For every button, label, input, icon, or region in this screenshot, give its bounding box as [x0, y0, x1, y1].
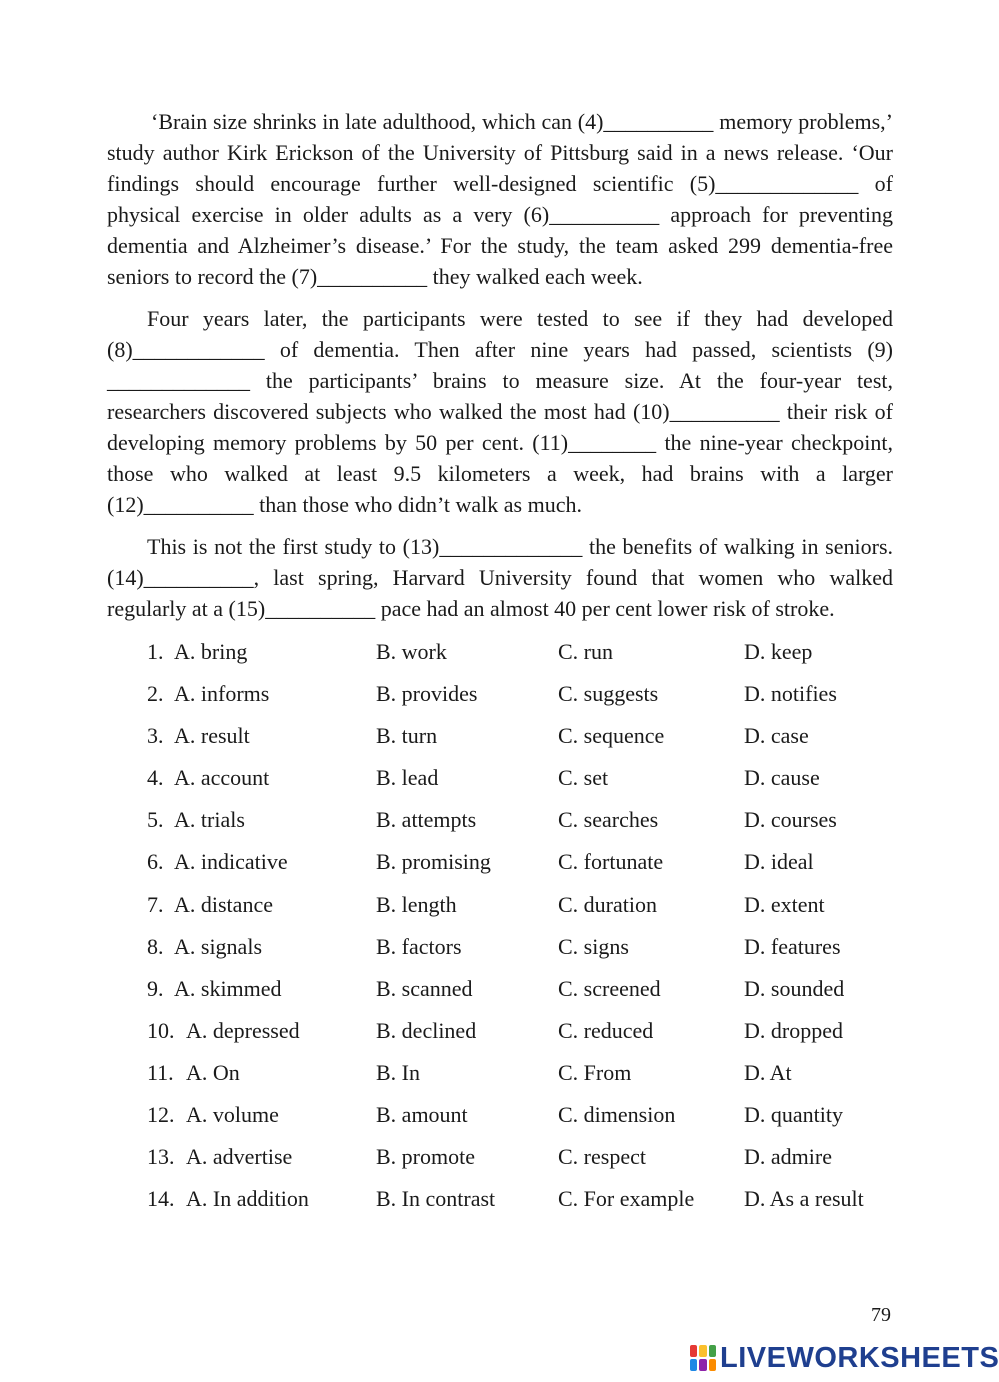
option-b: B. work: [376, 639, 447, 664]
option-d: D. ideal: [744, 849, 814, 875]
liveworksheets-logo: [690, 1341, 999, 1375]
option-a: A. advertise: [186, 1144, 293, 1170]
question-number: 13.: [147, 1144, 175, 1170]
passage: [107, 106, 893, 624]
option-d: D. extent: [744, 891, 825, 917]
option-c: C. For example: [558, 1186, 695, 1212]
option-b: B. promote: [376, 1144, 475, 1170]
option-b: B. declined: [376, 1017, 477, 1043]
option-d: D. admire: [744, 1144, 832, 1170]
question-number: 1.: [147, 639, 164, 664]
option-a: A. account: [174, 765, 270, 791]
option-d: D. quantity: [744, 1102, 843, 1128]
option-a: A. In addition: [186, 1186, 309, 1212]
question-row: [107, 889, 893, 931]
question-list: [107, 636, 893, 1225]
worksheet-page: [107, 106, 893, 1225]
option-d: D. dropped: [744, 1017, 843, 1043]
logo-text: LIVEWORKSHEETS: [720, 1341, 999, 1374]
question-row: [107, 1141, 893, 1183]
page-number: 79: [871, 1304, 891, 1326]
option-b: B. lead: [376, 765, 439, 791]
question-number: 10.: [147, 1017, 175, 1043]
logo-square: [699, 1345, 706, 1357]
option-c: C. respect: [558, 1144, 646, 1170]
question-number: 4.: [147, 765, 164, 791]
liveworksheets-logo-icon: [690, 1345, 716, 1371]
option-d: D. As a result: [744, 1186, 864, 1212]
question-number: 2.: [147, 681, 164, 707]
option-c: C. signs: [558, 933, 629, 959]
option-a: A. trials: [174, 807, 245, 833]
option-a: A. bring: [174, 639, 248, 664]
option-c: C. run: [558, 639, 613, 664]
question-number: 9.: [147, 975, 164, 1001]
question-number: 11.: [147, 1059, 174, 1085]
question-number: 3.: [147, 723, 164, 749]
logo-square: [709, 1359, 716, 1371]
option-b: B. provides: [376, 681, 478, 707]
option-a: A. signals: [174, 933, 262, 959]
question-row: [107, 1183, 893, 1225]
option-c: C. dimension: [558, 1102, 676, 1128]
option-d: D. keep: [744, 639, 813, 664]
option-c: C. From: [558, 1059, 632, 1085]
option-c: C. screened: [558, 975, 661, 1001]
option-b: B. length: [376, 891, 457, 917]
question-number: 8.: [147, 933, 164, 959]
question-row: [107, 762, 893, 804]
option-d: D. case: [744, 723, 809, 749]
logo-square: [709, 1345, 716, 1357]
option-d: D. cause: [744, 765, 820, 791]
option-a: A. volume: [186, 1102, 279, 1128]
question-row: [107, 973, 893, 1015]
option-b: B. In contrast: [376, 1186, 496, 1212]
option-a: A. result: [174, 723, 250, 749]
logo-square: [690, 1359, 697, 1371]
option-b: B. promising: [376, 849, 491, 875]
option-d: D. notifies: [744, 681, 837, 707]
option-c: C. fortunate: [558, 849, 664, 875]
option-b: B. turn: [376, 723, 438, 749]
question-row: [107, 720, 893, 762]
question-number: 6.: [147, 849, 164, 875]
question-number: 7.: [147, 891, 164, 917]
question-row: [107, 678, 893, 720]
question-row: [107, 804, 893, 846]
question-number: 14.: [147, 1186, 175, 1212]
question-row: [107, 636, 893, 678]
option-c: C. duration: [558, 891, 657, 917]
option-c: C. set: [558, 765, 609, 791]
passage-paragraph-3: This is not the first study to (13)_____________ the benefits of walking in seniors. (14)__________, last spring, Harvard University found that women who walked regularly at a (15)__________ pace had an almost 40 per cent lower risk of stroke.: [107, 534, 893, 621]
option-c: C. reduced: [558, 1017, 654, 1043]
question-row: [107, 931, 893, 973]
option-a: A. informs: [174, 681, 270, 707]
logo-square: [690, 1345, 697, 1357]
option-a: A. On: [186, 1059, 240, 1085]
passage-paragraph-1: ‘Brain size shrinks in late adulthood, which can (4)__________ memory problems,’ study author Kirk Erickson of the University of Pittsburg said in a news release. ‘Our findings should encourage further well-designed scientific (5)_____________ of physical exercise in older adults as a very (6)__________ approach for preventing dementia and Alzheimer’s disease.’ For the study, the team asked 299 dementia-free seniors to record the (7)__________ they walked each week.: [107, 109, 893, 289]
option-d: D. courses: [744, 807, 837, 833]
option-d: D. features: [744, 933, 841, 959]
option-d: D. sounded: [744, 975, 845, 1001]
passage-paragraph-2: Four years later, the participants were tested to see if they had developed (8)____________ of dementia. Then after nine years had passed, scientists (9) _____________ the participants’ brains to measure size. At the four-year test, researchers discovered subjects who walked the most had (10)__________ their risk of developing memory problems by 50 per cent. (11)________ the nine-year checkpoint, those who walked at least 9.5 kilometers a week, had brains with a larger (12)__________ than those who didn’t walk as much.: [107, 306, 893, 517]
option-b: B. scanned: [376, 975, 473, 1001]
option-c: C. searches: [558, 807, 659, 833]
option-b: B. attempts: [376, 807, 477, 833]
question-row: [107, 846, 893, 888]
option-d: D. At: [744, 1059, 792, 1085]
option-b: B. In: [376, 1059, 420, 1085]
question-row: [107, 1057, 893, 1099]
question-number: 5.: [147, 807, 164, 833]
option-c: C. sequence: [558, 723, 665, 749]
question-row: [107, 1015, 893, 1057]
logo-square: [699, 1359, 706, 1371]
option-c: C. suggests: [558, 681, 659, 707]
question-number: 12.: [147, 1102, 175, 1128]
option-a: A. depressed: [186, 1017, 300, 1043]
option-a: A. skimmed: [174, 975, 282, 1001]
option-b: B. factors: [376, 933, 462, 959]
question-row: [107, 1099, 893, 1141]
option-b: B. amount: [376, 1102, 468, 1128]
option-a: A. distance: [174, 891, 273, 917]
option-a: A. indicative: [174, 849, 288, 875]
